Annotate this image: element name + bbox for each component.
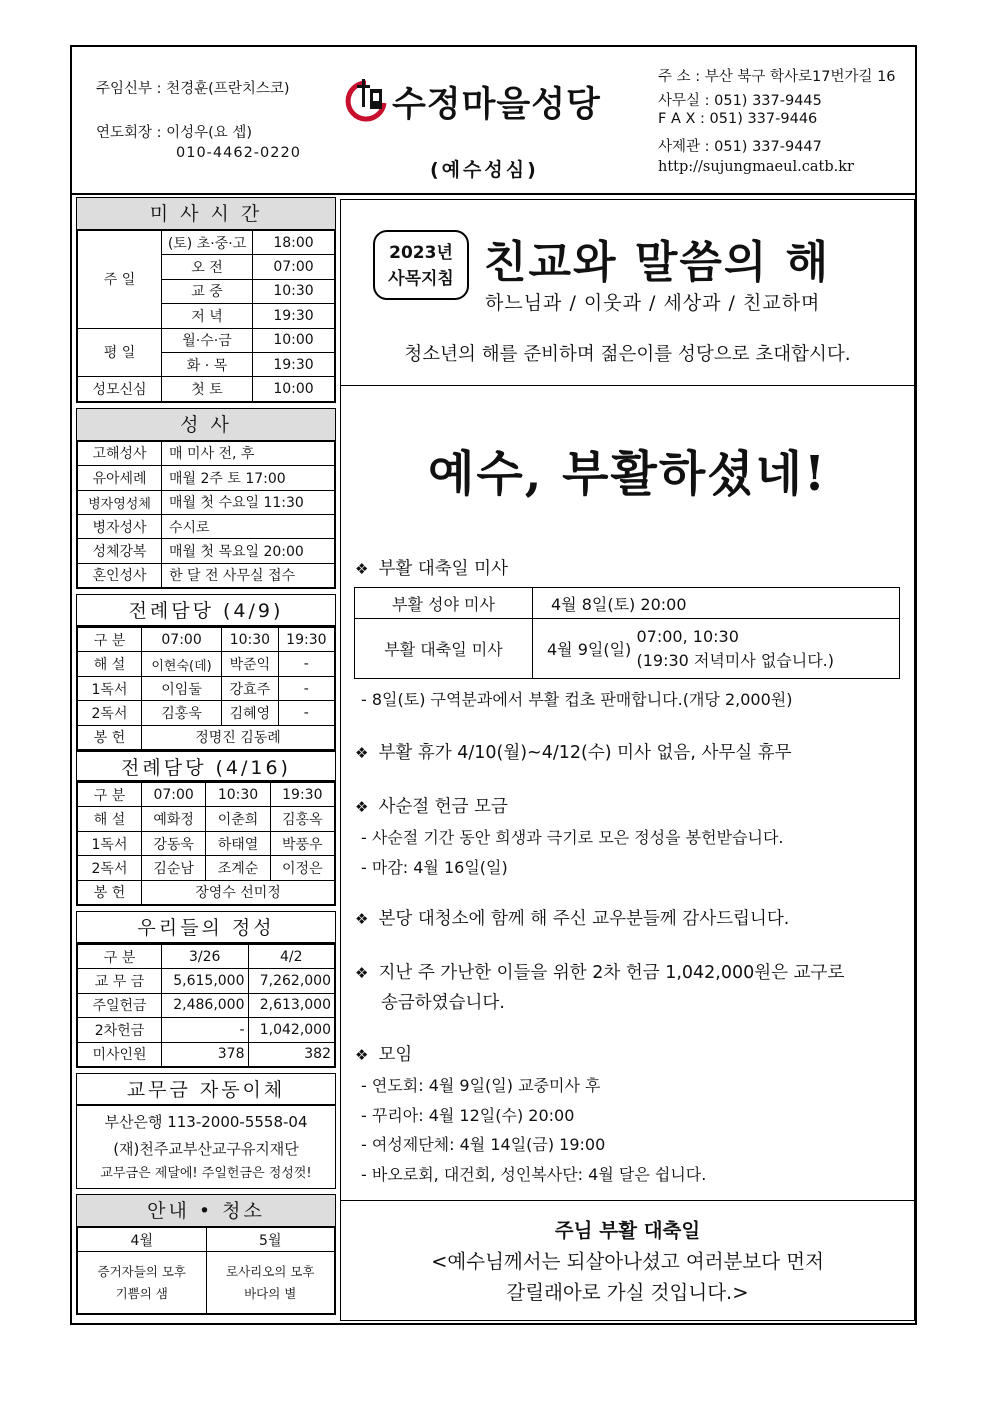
lent-line-1: - 사순절 기간 동안 희생과 극기로 모은 정성을 봉헌받습니다. <box>361 828 784 847</box>
diamond-icon: ❖ <box>355 910 369 928</box>
liturgy-head: 구 분 <box>78 783 142 807</box>
diamond-icon: ❖ <box>355 798 369 816</box>
church-subtitle: (예수성심) <box>430 159 539 181</box>
liturgy-person: 이정은 <box>270 856 334 880</box>
footer-line: <예수님께서는 되살아나셨고 여러분보다 먼저 <box>431 1250 824 1273</box>
second-collection <box>355 959 844 984</box>
mass-time: 07:00 <box>253 255 335 279</box>
liturgy-role: 봉 헌 <box>78 725 142 749</box>
guide-may <box>206 1252 335 1314</box>
motto-subtitle: 하느님과 / 이웃과 / 세상과 / 친교하며 <box>485 292 821 314</box>
liturgy-offering: 정명진 김동례 <box>142 725 335 749</box>
offering-value: 378 <box>162 1042 249 1066</box>
chair-phone: 010-4462-0220 <box>176 145 301 161</box>
offerings-head: 4/2 <box>248 944 335 968</box>
liturgy-role: 1독서 <box>78 676 142 700</box>
sacrament-info: 매월 첫 목요일 20:00 <box>162 539 335 563</box>
address: 주 소 : 부산 북구 학사로17번가길 16 <box>658 69 896 85</box>
guide-table <box>77 1227 335 1314</box>
liturgy-person: 김혜영 <box>222 701 279 725</box>
liturgy-head: 19:30 <box>270 783 334 807</box>
website-link[interactable]: http://sujungmaeul.catb.kr <box>658 159 854 175</box>
liturgy-title-2: 전례담당 (4/16) <box>77 750 335 782</box>
liturgy-person: - <box>278 701 334 725</box>
offering-value: 7,262,000 <box>248 969 335 993</box>
offering-value: 2,613,000 <box>248 993 335 1017</box>
left-column <box>76 197 336 1320</box>
sacrament-name: 성체강복 <box>78 539 162 563</box>
mass-times-table <box>77 230 335 402</box>
liturgy-person: 강효주 <box>222 676 279 700</box>
guide-may-line: 로사리오의 모후 <box>226 1263 315 1279</box>
liturgy-person: 하태열 <box>206 831 270 855</box>
liturgy-role: 해 설 <box>78 652 142 676</box>
liturgy-title-1: 전례담당 (4/9) <box>77 595 335 627</box>
liturgy-person: - <box>278 652 334 676</box>
liturgy-person: 박준익 <box>222 652 279 676</box>
sacrament-info: 매월 첫 수요일 11:30 <box>162 490 335 514</box>
offering-label: 2차헌금 <box>78 1018 162 1042</box>
offerings-box <box>76 911 336 1068</box>
liturgy-table-2 <box>77 782 335 905</box>
mass-name: 저 녁 <box>162 304 253 328</box>
liturgy-head: 10:30 <box>206 783 270 807</box>
offering-value: 2,486,000 <box>162 993 249 1017</box>
liturgy-table-1 <box>77 627 335 750</box>
liturgy-head: 구 분 <box>78 628 142 652</box>
autopay-bank: 부산은행 113-2000-5558-04 <box>104 1112 308 1131</box>
autopay-note: 교무금은 제달에! 주일헌금은 정성껏! <box>100 1165 312 1181</box>
right-column <box>340 199 915 1321</box>
church-logo-icon <box>344 77 392 123</box>
liturgy-offering: 장영수 선미정 <box>142 880 335 904</box>
offering-value: - <box>162 1018 249 1042</box>
footer-verse <box>341 1200 914 1320</box>
thanks-notice <box>355 905 789 930</box>
liturgy-role: 2독서 <box>78 701 142 725</box>
easter-mass-date: 4월 8일(토) 20:00 <box>533 588 900 619</box>
fax-number: F A X : 051) 337-9446 <box>658 111 818 127</box>
offering-label: 주일헌금 <box>78 993 162 1017</box>
sacraments-box <box>76 408 336 589</box>
mass-name: 첫 토 <box>162 377 253 401</box>
offerings-head: 구 분 <box>78 944 162 968</box>
guide-april-line: 기쁨의 샘 <box>115 1285 168 1301</box>
guide-april-line: 증거자들의 모후 <box>97 1263 186 1279</box>
weekday-label: 평 일 <box>78 328 162 377</box>
offerings-head: 3/26 <box>162 944 249 968</box>
autopay-box <box>76 1073 336 1189</box>
easter-mass-heading <box>355 555 508 580</box>
mass-name: (토) 초·중·고 <box>162 231 253 255</box>
sacrament-info: 매 미사 전, 후 <box>162 441 335 465</box>
sacrament-info: 한 달 전 사무실 접수 <box>162 563 335 587</box>
offering-value: 1,042,000 <box>248 1018 335 1042</box>
mass-time: 10:00 <box>253 328 335 352</box>
guide-april <box>78 1252 207 1314</box>
second-collection-line: 지난 주 가난한 이들을 위한 2차 헌금 1,042,000원은 교구로 <box>378 963 845 983</box>
holiday-text: 부활 휴가 4/10(월)~4/12(수) 미사 없음, 사무실 휴무 <box>378 743 792 763</box>
headline: 예수, 부활하셨네! <box>427 446 828 502</box>
sunday-label: 주 일 <box>78 231 162 329</box>
sacraments-title: 성 사 <box>77 409 335 441</box>
sacrament-name: 병자성사 <box>78 514 162 538</box>
motto-title: 친교와 말씀의 해 <box>484 237 831 288</box>
meeting-heading <box>355 1041 412 1066</box>
guide-box <box>76 1194 336 1315</box>
special-label: 성모신심 <box>78 377 162 401</box>
liturgy-role: 1독서 <box>78 831 142 855</box>
mass-time: 19:30 <box>253 304 335 328</box>
liturgy-person: 이현숙(데) <box>142 652 222 676</box>
sacraments-table <box>77 441 335 588</box>
sacrament-name: 유아세례 <box>78 466 162 490</box>
motto-line: 청소년의 해를 준비하며 젊은이를 성당으로 초대합시다. <box>404 344 851 365</box>
easter-mass-name: 부활 대축일 미사 <box>355 619 533 679</box>
liturgy-person: 조계순 <box>206 856 270 880</box>
guide-month: 4월 <box>78 1227 207 1251</box>
liturgy-role: 봉 헌 <box>78 880 142 904</box>
church-name: 수정마을성당 <box>392 85 601 125</box>
lent-heading <box>355 793 508 818</box>
office-phone: 사무실 : 051) 337-9445 <box>658 93 822 109</box>
meeting-item: - 꾸리아: 4월 12일(수) 20:00 <box>361 1106 575 1125</box>
mass-time: 18:00 <box>253 231 335 255</box>
offering-value: 382 <box>248 1042 335 1066</box>
mass-time: 19:30 <box>253 352 335 376</box>
liturgy-box <box>76 594 336 906</box>
liturgy-person: 이임둘 <box>142 676 222 700</box>
mass-name: 월·수·금 <box>162 328 253 352</box>
autopay-holder: (재)천주교부산교구유지재단 <box>113 1139 299 1158</box>
holiday-notice <box>355 739 792 764</box>
sacrament-name: 병자영성체 <box>78 490 162 514</box>
lent-line-2: - 마감: 4월 16일(일) <box>361 858 508 877</box>
liturgy-role: 해 설 <box>78 807 142 831</box>
offerings-table <box>77 944 335 1067</box>
motto-section <box>341 200 914 386</box>
mass-name: 오 전 <box>162 255 253 279</box>
diamond-icon: ❖ <box>355 1046 369 1064</box>
diamond-icon: ❖ <box>355 964 369 982</box>
mass-time: 10:30 <box>253 279 335 303</box>
liturgy-head: 07:00 <box>142 783 206 807</box>
easter-mass-table <box>354 587 900 679</box>
easter-mass-date: 4월 9일(일) <box>533 619 637 679</box>
liturgy-person: - <box>278 676 334 700</box>
rectory-phone: 사제관 : 051) 337-9447 <box>658 139 822 155</box>
offerings-title: 우리들의 정성 <box>77 912 335 944</box>
chair-text: 연도회장 : 이성우(요 셉) <box>96 125 253 141</box>
year-badge <box>373 230 469 300</box>
liturgy-role: 2독서 <box>78 856 142 880</box>
easter-mass-time-line: 07:00, 10:30 <box>636 626 739 646</box>
second-collection-line-2: 송금하였습니다. <box>381 993 505 1013</box>
easter-mass-name: 부활 성야 미사 <box>355 588 533 619</box>
liturgy-person: 김순남 <box>142 856 206 880</box>
mass-times-title: 미 사 시 간 <box>77 198 335 230</box>
liturgy-person: 김홍옥 <box>270 807 334 831</box>
sacrament-name: 고해성사 <box>78 441 162 465</box>
easter-mass-times <box>637 619 900 679</box>
pastor-text: 주임신부 : 천경훈(프란치스코) <box>96 81 290 97</box>
liturgy-person: 김홍욱 <box>142 701 222 725</box>
liturgy-person: 예화정 <box>142 807 206 831</box>
footer-line: 갈릴래아로 가실 것입니다.> <box>506 1281 749 1304</box>
mass-name: 교 중 <box>162 279 253 303</box>
sacrament-info: 수시로 <box>162 514 335 538</box>
mass-name: 화 · 목 <box>162 352 253 376</box>
motto-year: 2023년 <box>389 243 453 263</box>
header <box>72 47 915 195</box>
liturgy-head: 19:30 <box>278 628 334 652</box>
guide-month: 5월 <box>206 1227 335 1251</box>
guide-may-line: 바다의 별 <box>244 1285 297 1301</box>
motto-guideline: 사목지침 <box>388 269 454 289</box>
meeting-item: - 바오로회, 대건회, 성인복사단: 4월 달은 쉽니다. <box>361 1165 707 1184</box>
mass-time: 10:00 <box>253 377 335 401</box>
offering-label: 미사인원 <box>78 1042 162 1066</box>
liturgy-head: 07:00 <box>142 628 222 652</box>
diamond-icon: ❖ <box>355 560 369 578</box>
liturgy-head: 10:30 <box>222 628 279 652</box>
candle-note: - 8일(토) 구역분과에서 부활 컵초 판매합니다.(개당 2,000원) <box>361 690 793 709</box>
offering-value: 5,615,000 <box>162 969 249 993</box>
guide-title: 안내 • 청소 <box>77 1195 335 1227</box>
bulletin-page <box>70 45 917 1325</box>
mass-times-box <box>76 197 336 403</box>
thanks-text: 본당 대청소에 함께 해 주신 교우분들께 감사드립니다. <box>378 909 790 929</box>
offering-label: 교 무 금 <box>78 969 162 993</box>
easter-mass-time-line: (19:30 저녁미사 없습니다.) <box>636 650 834 670</box>
easter-mass-title: 부활 대축일 미사 <box>378 559 508 579</box>
autopay-title: 교무금 자동이체 <box>77 1074 335 1106</box>
meeting-item: - 여성제단체: 4월 14일(금) 19:00 <box>361 1135 606 1154</box>
sacrament-info: 매월 2주 토 17:00 <box>162 466 335 490</box>
liturgy-person: 이춘희 <box>206 807 270 831</box>
liturgy-person: 강동욱 <box>142 831 206 855</box>
sacrament-name: 혼인성사 <box>78 563 162 587</box>
meeting-title: 모임 <box>378 1045 413 1065</box>
footer-title: 주님 부활 대축일 <box>554 1219 701 1242</box>
meeting-item: - 연도회: 4월 9일(일) 교중미사 후 <box>361 1076 601 1095</box>
lent-title: 사순절 헌금 모금 <box>378 797 508 817</box>
diamond-icon: ❖ <box>355 744 369 762</box>
liturgy-person: 박풍우 <box>270 831 334 855</box>
